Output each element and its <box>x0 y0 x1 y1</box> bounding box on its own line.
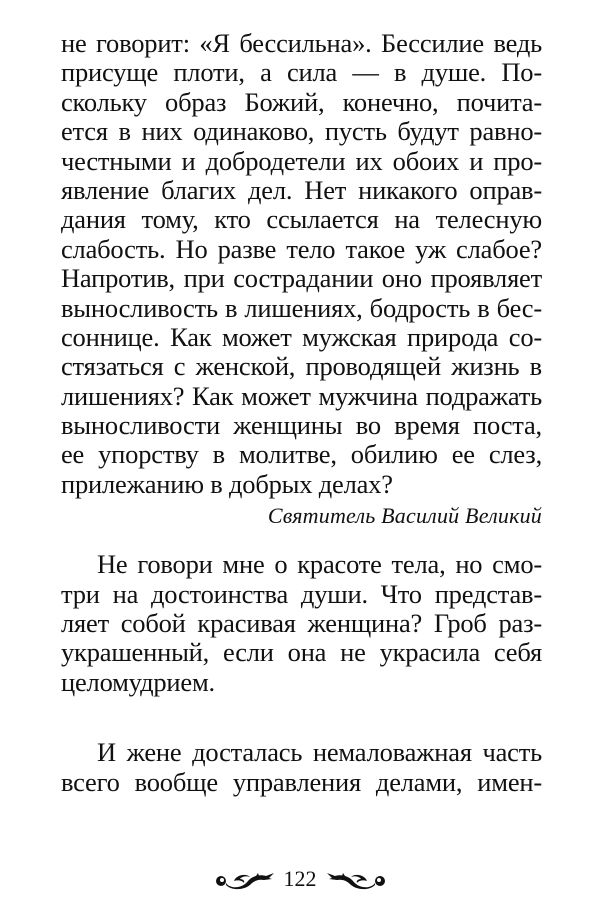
paragraph-spacer <box>61 697 542 738</box>
text-line: явление благих дел. Нет никакого оправ- <box>61 174 542 205</box>
text-line: слабость. Но разве тело такое уж слабое? <box>61 233 542 264</box>
text-line: прилежанию в добрых делах? <box>61 468 393 499</box>
text-line: соннице. Как может мужская природа со- <box>61 321 542 352</box>
paragraph-spacer <box>61 531 542 550</box>
text-line: скольку образ Божий, конечно, почита- <box>61 86 542 117</box>
page-footer <box>0 864 600 894</box>
text-line: дания тому, кто ссылается на телесную <box>61 204 542 235</box>
text-line: ляет собой красивая женщина? Гроб раз- <box>61 608 542 639</box>
text-line: ее упорству в молитве, обилию ее слез, <box>61 439 542 470</box>
text-line: ется в них одинаково, пусть будут равно- <box>61 116 542 147</box>
text-line: украшенный, если она не украсила себя <box>61 637 542 668</box>
text-line: И жене досталась немаловажная часть <box>97 737 542 768</box>
text-line: выносливости женщины во время поста, <box>61 410 542 441</box>
text-line: Напротив, при сострадании оно проявляет <box>61 263 542 294</box>
text-line: выносливость в лишениях, бодрость в бес- <box>61 292 542 323</box>
page-number: 122 <box>283 866 317 891</box>
scroll-ornament-left-icon <box>214 867 276 891</box>
text-line: Не говори мне о красоте тела, но смо- <box>97 549 542 580</box>
text-line: целомудрием. <box>61 666 215 697</box>
text-line: всего вообще управления делами, имен- <box>61 766 542 797</box>
paragraph-2 <box>61 550 542 697</box>
text-line: честными и добродетели их обоих и про- <box>61 145 542 176</box>
scroll-ornament-right-icon <box>325 867 387 891</box>
text-line: присуще плоти, а сила — в душе. По- <box>61 57 542 88</box>
quote-attribution: Святитель Василий Великий <box>267 503 542 529</box>
text-line: лишениях? Как может мужчина подражать <box>61 380 542 411</box>
paragraph-3 <box>61 738 542 797</box>
text-line: не говорит: «Я бессильна». Бессилие ведь <box>61 28 542 58</box>
text-line: стязаться с женской, проводящей жизнь в <box>61 351 542 382</box>
text-line: три на достоинства души. Что представ- <box>61 578 542 609</box>
book-page <box>61 29 542 797</box>
paragraph-1 <box>61 29 542 531</box>
